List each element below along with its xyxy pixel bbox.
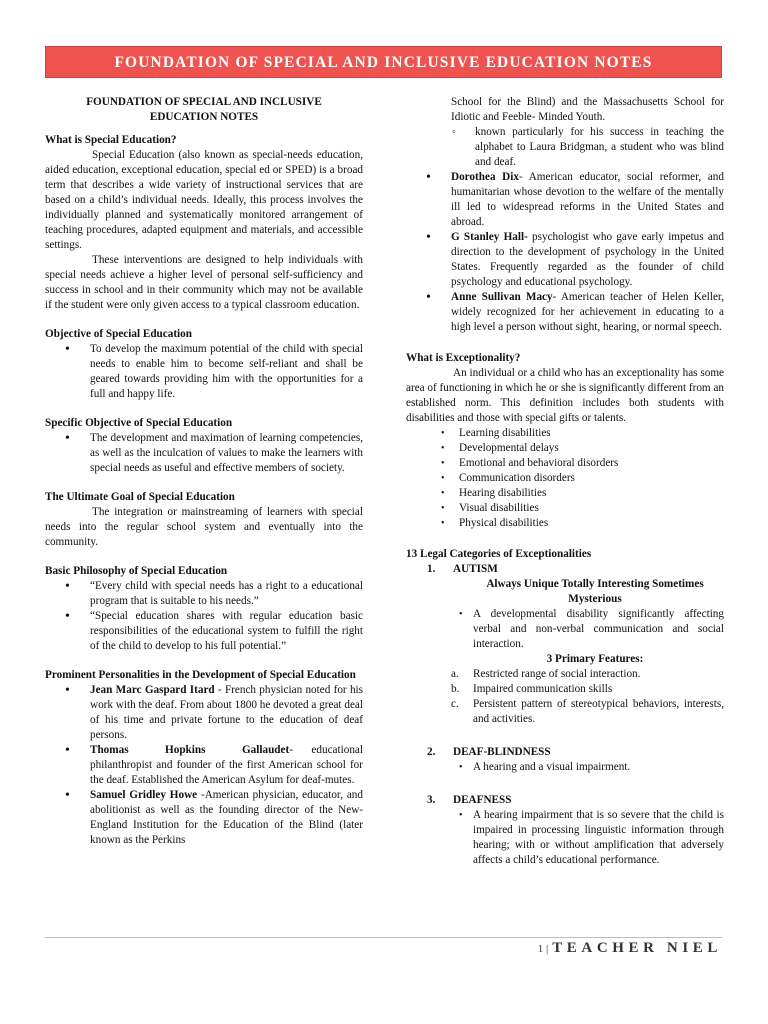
- banner-title: FOUNDATION OF SPECIAL AND INCLUSIVE EDUCATION NOTES: [114, 53, 653, 71]
- list-item: • A developmental disability significantly affecting verbal and non-verbal communication and social interaction.: [406, 607, 724, 652]
- personalities-list-continued: [406, 170, 724, 335]
- list-item: • Learning disabilities: [406, 426, 724, 441]
- list-item: • Hearing disabilities: [406, 486, 724, 501]
- page-number: 1 |: [537, 943, 549, 955]
- personalities-list: [45, 683, 363, 848]
- category-deafness: 3. DEAFNESS: [427, 794, 512, 806]
- autism-description-list: [406, 607, 724, 652]
- deaf-blindness-list: [406, 760, 724, 775]
- exceptionality-paragraph: An individual or a child who has an exceptionality has some area of functioning in which he or she is significantly different from an established norm. This definition includes both students with disabilities and those with special gifts or talents.: [406, 367, 724, 424]
- objective-list: [45, 342, 363, 402]
- basic-philosophy-heading: Basic Philosophy of Special Education: [45, 565, 228, 577]
- what-is-special-ed-paragraph-2: These interventions are designed to help individuals with special needs achieve a higher level of personal self-sufficiency and success in school and in their community which may not be available if the student were only given access to a typical classroom education.: [45, 254, 363, 311]
- ultimate-goal-paragraph: The integration or mainstreaming of learners with special needs into the regular school system and eventually into the community.: [45, 506, 363, 548]
- list-item: [406, 290, 724, 335]
- autism-features-list: [406, 667, 724, 727]
- list-item: • Emotional and behavioral disorders: [406, 456, 724, 471]
- specific-objective-heading: Specific Objective of Special Education: [45, 417, 233, 429]
- howe-sub-list: [406, 125, 724, 170]
- footer-divider: [45, 937, 722, 938]
- page-footer: [470, 941, 722, 957]
- list-item: • A hearing impairment that is so severe that the child is impaired in processing linguistic information through hearing; with or without amplification that adversely affects a child’s educational performance.: [406, 808, 724, 868]
- what-is-special-ed-heading: What is Special Education?: [45, 134, 177, 146]
- list-item: • To develop the maximum potential of the child with special needs to enable him to become self-reliant and shall be geared towards providing him with the opportunities for a full and happy life.: [45, 342, 363, 402]
- person-name: Thomas Hopkins Gallaudet: [90, 744, 290, 756]
- list-item: [45, 683, 363, 743]
- list-item: [406, 170, 724, 230]
- howe-continued-text: School for the Blind) and the Massachusetts School for Idiotic and Feeble- Minded Youth.: [451, 96, 724, 123]
- specific-objective-list: [45, 431, 363, 476]
- category-deaf-blindness: 2. DEAF-BLINDNESS: [427, 746, 551, 758]
- exceptionality-list: [406, 426, 724, 531]
- document-title: FOUNDATION OF SPECIAL AND INCLUSIVE EDUCATION NOTES: [86, 96, 322, 123]
- list-item: • “Special education shares with regular education basic responsibilities of the educational system to fulfill the right of the child to develop to his full potential.”: [45, 609, 363, 654]
- deafness-list: [406, 808, 724, 868]
- person-name: Samuel Gridley Howe: [90, 789, 198, 801]
- list-item: [45, 743, 363, 788]
- list-item: ◦ known particularly for his success in teaching the alphabet to Laura Bridgman, a student who was blind and deaf.: [406, 125, 724, 170]
- person-description: - educational philanthropist and founder of the first American school for the deaf. Established the American Asylum for deaf-mutes.: [90, 744, 363, 786]
- list-item: b. Impaired communication skills: [451, 683, 613, 695]
- ultimate-goal-heading: The Ultimate Goal of Special Education: [45, 491, 235, 503]
- person-description: -American physician, educator, and abolitionist as well as the founding director of the New-England Institution for the Education of the Blind (later known as the Perkins: [90, 789, 363, 846]
- autism-features-heading: 3 Primary Features:: [546, 653, 644, 665]
- legal-categories-heading: 13 Legal Categories of Exceptionalities: [406, 548, 592, 560]
- what-is-special-ed-paragraph-1: Special Education (also known as special-needs education, aided education, exceptional education, special ed or SPED) is a broad term that describes a wide variety of instructional services that are based on a child’s individual needs. Ideally, this process involves the individually planned and systematically monitored arrangement of teaching procedures, adapted equipment and materials, and accessible settings.: [45, 149, 363, 251]
- list-item: c. Persistent pattern of stereotypical behaviors, interests, and activities.: [451, 698, 724, 725]
- philosophy-list: [45, 579, 363, 654]
- autism-mnemonic: Always Unique Totally Interesting Sometimes Mysterious: [486, 578, 704, 605]
- list-item: • A hearing and a visual impairment.: [406, 760, 724, 775]
- personalities-heading: Prominent Personalities in the Development of Special Education: [45, 669, 356, 681]
- exceptionality-heading: What is Exceptionality?: [406, 352, 521, 364]
- right-column: [406, 95, 724, 868]
- list-item: • The development and maximation of learning competencies, as well as the inculcation of values to make the learners with special needs as useful and effective members of society.: [45, 431, 363, 476]
- person-description: psychologist who gave early impetus and direction to the development of psychology in the United States. Frequently regarded as the founder of child psychology and educational psychology.: [451, 231, 724, 288]
- list-item: [406, 230, 724, 290]
- list-item: • Communication disorders: [406, 471, 724, 486]
- person-name: Jean Marc Gaspard Itard: [90, 684, 215, 696]
- person-name: Anne Sullivan Macy: [451, 291, 553, 303]
- objective-heading: Objective of Special Education: [45, 328, 192, 340]
- person-description: - American teacher of Helen Keller, widely recognized for her achievement in educating to a high level a person without sight, hearing, or normal speech.: [451, 291, 724, 333]
- list-item: • “Every child with special needs has a right to a educational program that is suitable to his needs.”: [45, 579, 363, 609]
- person-description: - French physician noted for his work with the deaf. From about 1800 he devoted a great deal of his time and private fortune to the education of deaf persons.: [90, 684, 363, 741]
- list-item: a. Restricted range of social interaction.: [451, 668, 641, 680]
- person-name: G Stanley Hall-: [451, 231, 528, 243]
- category-autism: 1. AUTISM: [427, 563, 498, 575]
- person-description: - American educator, social reformer, and humanitarian whose devotion to the welfare of the mentally ill led to widespread reforms in the United States and abroad.: [451, 171, 724, 228]
- list-item: • Visual disabilities: [406, 501, 724, 516]
- left-column: [45, 95, 363, 848]
- list-item: [45, 788, 363, 848]
- author-name: TEACHER NIEL: [552, 940, 722, 956]
- list-item: • Developmental delays: [406, 441, 724, 456]
- person-name: Dorothea Dix: [451, 171, 519, 183]
- list-item: • Physical disabilities: [406, 516, 724, 531]
- title-banner: [45, 46, 722, 78]
